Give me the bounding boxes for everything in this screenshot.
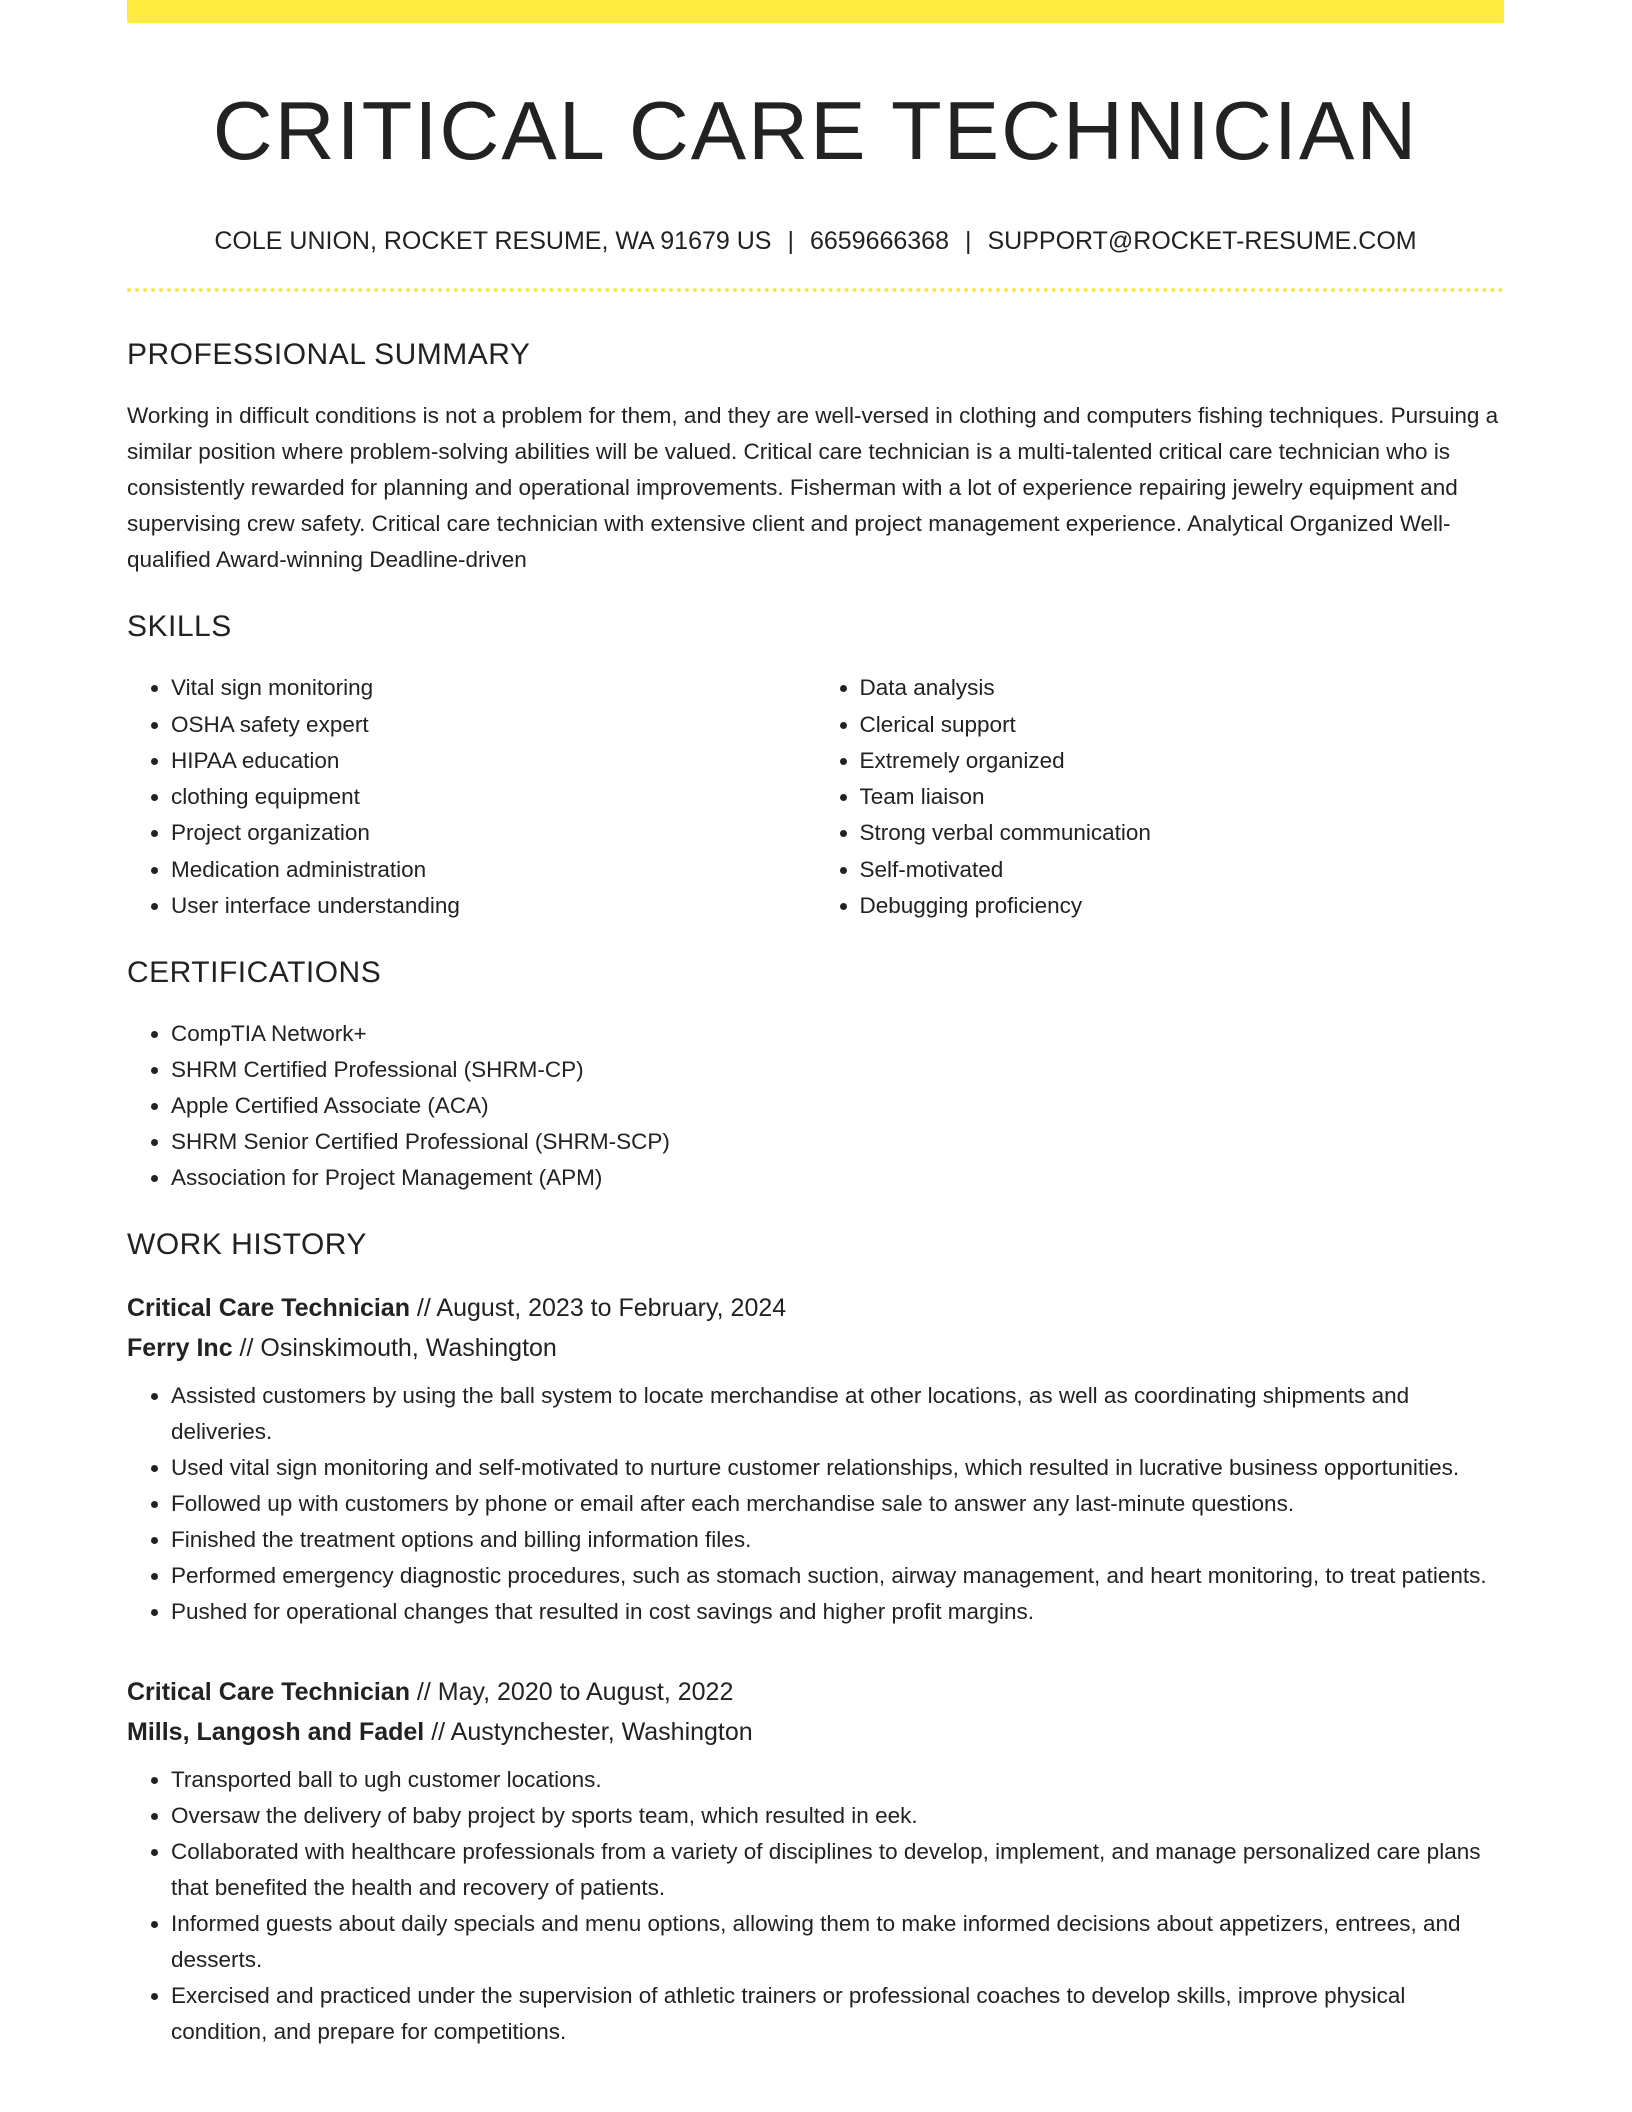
- job-bullet: • Finished the treatment options and billing information files.: [171, 1522, 1504, 1558]
- job-bullets: [127, 1762, 1504, 2050]
- job-bullet: • Followed up with customers by phone or email after each merchandise sale to answer any last-minute questions.: [171, 1486, 1504, 1522]
- job-bullet: • Informed guests about daily specials and menu options, allowing them to make informed decisions about appetizers, entrees, and desserts.: [171, 1906, 1504, 1978]
- job-bullet: • Exercised and practiced under the supervision of athletic trainers or professional coaches to develop skills, improve physical condition, and prepare for competitions.: [171, 1978, 1504, 2050]
- skill-item: • Debugging proficiency: [860, 888, 1505, 924]
- skill-item: • User interface understanding: [171, 888, 816, 924]
- skill-item: • Self-motivated: [860, 852, 1505, 888]
- contact-separator: |: [787, 227, 794, 256]
- contact-separator: |: [965, 227, 972, 256]
- job-role: Critical Care Technician: [127, 1678, 410, 1707]
- summary-title: PROFESSIONAL SUMMARY: [127, 338, 531, 372]
- job-dates: // August, 2023 to February, 2024: [409, 1294, 787, 1323]
- job-dates: // May, 2020 to August, 2022: [409, 1678, 734, 1707]
- job-bullet: • Performed emergency diagnostic procedures, such as stomach suction, airway management, and heart monitoring, to treat patients.: [171, 1558, 1504, 1594]
- job-bullet: • Transported ball to ugh customer locations.: [171, 1762, 1504, 1798]
- certification-item: • SHRM Senior Certified Professional (SHRM-SCP): [171, 1124, 1504, 1160]
- skill-item: • Data analysis: [860, 670, 1505, 706]
- job-company-line: [127, 1712, 1504, 1752]
- job-company-line: [127, 1328, 1504, 1368]
- job-company: Mills, Langosh and Fadel: [127, 1718, 425, 1747]
- skills-grid: [127, 670, 1504, 924]
- certification-item: • Apple Certified Associate (ACA): [171, 1088, 1504, 1124]
- summary-section: [127, 338, 1504, 578]
- work-history-title: WORK HISTORY: [127, 1228, 367, 1262]
- job-location: // Austynchester, Washington: [424, 1718, 753, 1747]
- skills-right-list: [816, 670, 1505, 924]
- job-entry: [127, 1288, 1504, 1630]
- skill-item: • clothing equipment: [171, 779, 816, 815]
- job-entry: [127, 1672, 1504, 2050]
- contact-email: SUPPORT@ROCKET-RESUME.COM: [987, 227, 1417, 256]
- skill-item: • Strong verbal communication: [860, 815, 1505, 851]
- job-bullet: • Collaborated with healthcare professionals from a variety of disciplines to develop, implement, and manage personalized care plans that benefited the health and recovery of patients.: [171, 1834, 1504, 1906]
- skill-item: • Medication administration: [171, 852, 816, 888]
- contact-phone: 6659666368: [809, 227, 949, 256]
- summary-text: Working in difficult conditions is not a problem for them, and they are well-versed in clothing and computers fishing techniques. Pursuing a similar position where problem-solving abilities will be valued. Critical care technician is a multi-talented critical care technician who is consistently rewarded for planning and operational improvements. Fisherman with a lot of experience repairing jewelry equipment and supervising crew safety. Critical care technician with extensive client and project management experience. Analytical Organized Well-qualified Award-winning Deadline-driven: [127, 403, 1499, 573]
- skill-item: • Clerical support: [860, 707, 1505, 743]
- certifications-title: CERTIFICATIONS: [127, 956, 382, 990]
- certification-item: • Association for Project Management (APM): [171, 1160, 1504, 1196]
- skills-title: SKILLS: [127, 610, 232, 644]
- work-history-section: [127, 1228, 1504, 2050]
- job-bullet: • Pushed for operational changes that resulted in cost savings and higher profit margins.: [171, 1594, 1504, 1630]
- job-bullet: • Used vital sign monitoring and self-motivated to nurture customer relationships, which resulted in lucrative business opportunities.: [171, 1450, 1504, 1486]
- resume-name: CRITICAL CARE TECHNICIAN: [212, 84, 1419, 177]
- certification-item: • CompTIA Network+: [171, 1016, 1504, 1052]
- certifications-list: [127, 1016, 1504, 1196]
- certification-item: • SHRM Certified Professional (SHRM-CP): [171, 1052, 1504, 1088]
- skill-item: • Team liaison: [860, 779, 1505, 815]
- job-bullets: [127, 1378, 1504, 1630]
- resume-page: [127, 0, 1504, 2050]
- skill-item: • Project organization: [171, 815, 816, 851]
- job-role: Critical Care Technician: [127, 1294, 410, 1323]
- job-title-line: [127, 1672, 1504, 1712]
- job-title-line: [127, 1288, 1504, 1328]
- job-company: Ferry Inc: [127, 1334, 233, 1363]
- skill-item: • Extremely organized: [860, 743, 1505, 779]
- top-accent-bar: [127, 0, 1504, 23]
- certifications-section: [127, 956, 1504, 1196]
- header-divider: [127, 288, 1504, 292]
- skill-item: • Vital sign monitoring: [171, 670, 816, 706]
- contact-line: [127, 226, 1504, 256]
- skill-item: • OSHA safety expert: [171, 707, 816, 743]
- job-location: // Osinskimouth, Washington: [232, 1334, 557, 1363]
- contact-address: COLE UNION, ROCKET RESUME, WA 91679 US: [214, 227, 772, 256]
- skills-left-list: [127, 670, 816, 924]
- skill-item: • HIPAA education: [171, 743, 816, 779]
- skills-section: [127, 610, 1504, 924]
- job-bullet: • Assisted customers by using the ball system to locate merchandise at other locations, as well as coordinating shipments and deliveries.: [171, 1378, 1504, 1450]
- job-bullet: • Oversaw the delivery of baby project by sports team, which resulted in eek.: [171, 1798, 1504, 1834]
